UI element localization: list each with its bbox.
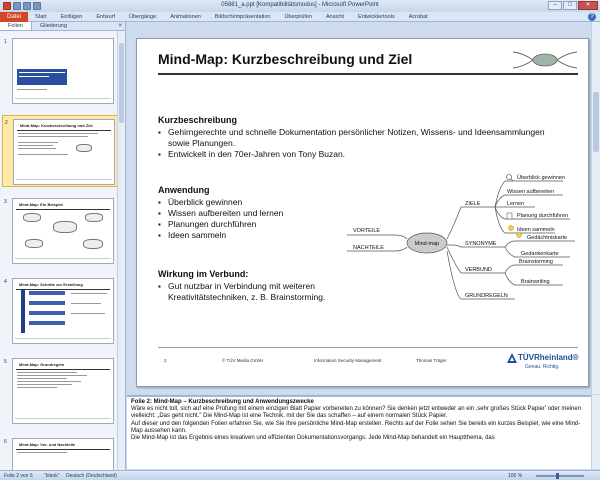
notes-heading: Folie 2: Mind-Map – Kurzbeschreibung und Anwendungszwecke xyxy=(131,399,314,405)
close-button[interactable]: ✕ xyxy=(578,1,598,10)
status-bar xyxy=(0,470,600,480)
mindmap-leaf: Planung durchführen xyxy=(517,213,569,219)
smiley-icon xyxy=(517,233,522,238)
bullet-item: ▪ Wissen aufbereiten und lernen xyxy=(158,208,338,219)
slide-thumbnail-3[interactable] xyxy=(2,195,118,267)
slide-preview-title: Mind-Map: Kurzbeschreibung und Ziel xyxy=(17,121,111,131)
tab-ansicht[interactable]: Ansicht xyxy=(325,13,345,20)
lightbulb-icon xyxy=(509,226,514,231)
tab-acrobat[interactable]: Acrobat xyxy=(408,13,428,20)
tab-einfuegen[interactable]: Einfügen xyxy=(60,13,83,20)
slide-number: 6 xyxy=(4,439,7,445)
help-icon[interactable]: ? xyxy=(588,13,596,21)
title-divider xyxy=(158,73,578,75)
slides-panel xyxy=(0,22,126,470)
bullet-item: ▪ Planungen durchführen xyxy=(158,219,338,230)
footer-author: Thomas Träger xyxy=(416,358,447,363)
slide-preview xyxy=(12,38,114,104)
thumbnails-scrollbar[interactable] xyxy=(117,31,125,470)
slide-number: 2 xyxy=(5,120,8,126)
mindmap-leaf: Gedankenkarte xyxy=(521,251,559,257)
mindmap-leaf: Ideen sammeln xyxy=(517,227,555,233)
tab-folien[interactable]: Folien xyxy=(0,22,32,30)
slide-preview-title: Mind-Map: Ein Beispiel xyxy=(16,200,110,210)
close-pane-icon[interactable]: × xyxy=(118,23,122,29)
notes-scrollbar[interactable] xyxy=(591,395,600,469)
mindmap-vorteile: VORTEILE xyxy=(353,228,381,234)
slide-number: 3 xyxy=(4,199,7,205)
footer-page-number: 2 xyxy=(164,358,167,363)
title-bar xyxy=(0,0,600,12)
mindmap-ziele: ZIELE xyxy=(465,201,481,207)
footer-subject: Information Security Management xyxy=(314,358,382,363)
slide-scrollbar[interactable] xyxy=(591,22,600,394)
zoom-slider[interactable] xyxy=(536,475,584,477)
slide-preview xyxy=(12,438,114,470)
slide-number: 1 xyxy=(4,39,7,45)
mindmap-nachteile: NACHTEILE xyxy=(353,245,384,251)
mindmap-leaf: Lernen xyxy=(507,201,525,207)
slide-thumbnail-5[interactable] xyxy=(2,355,118,427)
tab-gliederung[interactable]: Gliederung xyxy=(39,23,67,29)
footer-copyright: © TÜV Media GmbH xyxy=(222,358,264,363)
tab-file[interactable]: Datei xyxy=(0,12,28,22)
tab-animationen[interactable]: Animationen xyxy=(170,13,201,20)
footer-brand: TÜVRheinland® xyxy=(518,353,579,362)
mindmap-leaf: Überblick gewinnen xyxy=(517,175,565,181)
mindmap-center: Mind-map xyxy=(414,241,440,247)
slide-thumbnail-6[interactable] xyxy=(2,435,118,470)
slide-title[interactable]: Mind-Map: Kurzbeschreibung und Ziel xyxy=(158,51,413,67)
mindmap-leaf: Wissen aufbereiten xyxy=(507,189,555,195)
tab-bildschirmpraesentation[interactable]: Bildschirmpräsentation xyxy=(214,13,271,20)
tab-uebergaenge[interactable]: Übergänge xyxy=(129,13,157,20)
tuv-triangle-icon xyxy=(506,352,518,364)
tab-entwurf[interactable]: Entwurf xyxy=(96,13,116,20)
minimize-button[interactable]: – xyxy=(548,1,562,10)
ribbon-tabs xyxy=(0,12,600,22)
status-language[interactable]: Deutsch (Deutschland) xyxy=(66,473,117,479)
status-zoom[interactable]: 100 % xyxy=(508,473,523,479)
tab-entwicklertools[interactable]: Entwicklertools xyxy=(358,13,395,20)
mindmap-leaf: Brainwriting xyxy=(521,279,550,285)
zoom-slider-handle[interactable] xyxy=(556,473,559,479)
bullet-item: ▪ Gut nutzbar in Verbindung mit weiteren Kreativitätstechniken, z. B. Brainstorming. xyxy=(158,281,388,303)
tab-ueberpruefen[interactable]: Überprüfen xyxy=(284,13,312,20)
bullet-item: ▪ Gehirngerechte und schnelle Dokumentation persönlicher Notizen, Wissens- und Ideensammlungen sowie Planungen. xyxy=(158,127,568,149)
slide-thumbnail-4[interactable] xyxy=(2,275,118,347)
mindmap-grundregeln: GRUNDREGELN xyxy=(465,293,508,299)
bullet-item: ▪ Überblick gewinnen xyxy=(158,197,338,208)
mindmap-verbund: VERBUND xyxy=(465,267,492,273)
notes-pane[interactable] xyxy=(127,395,600,469)
slide-preview-title: Mind-Map: Schritte zur Erstellung xyxy=(16,280,110,290)
window-title: 05881_a.ppt [Kompatibilitätsmodus] - Microsoft PowerPoint xyxy=(221,2,379,8)
slide-preview xyxy=(12,198,114,264)
status-slide-info: Folie 2 von 6 xyxy=(4,473,33,479)
slide-preview-title: Mind-Map: Grundregeln xyxy=(16,360,110,370)
slide-preview xyxy=(12,358,114,424)
section-heading-kurzbeschreibung: Kurzbeschreibung xyxy=(158,115,238,125)
mindmap-leaf: Gedächtniskarte xyxy=(527,235,568,241)
section-heading-anwendung: Anwendung xyxy=(158,185,210,195)
mindmap-synonyme: SYNONYME xyxy=(465,241,497,247)
notes-paragraph: Die Mind-Map ist das Ergebnis eines kreativen und effizienten Dokumentationsvorgangs. Jede Mind-Map behandelt ein Hauptthema, das xyxy=(131,435,495,442)
document-icon xyxy=(507,213,512,219)
slide-thumbnail-1[interactable] xyxy=(2,35,118,107)
tab-start[interactable]: Start xyxy=(35,13,47,20)
current-slide[interactable] xyxy=(136,38,589,387)
slide-footer xyxy=(158,347,578,373)
slide-preview-title: Mind-Map: Vor- und Nachteile xyxy=(16,440,110,450)
slide-edit-area xyxy=(127,22,600,394)
mindmap-logo-icon xyxy=(511,49,579,71)
status-theme: "blank" xyxy=(44,473,60,479)
section-heading-wirkung: Wirkung im Verbund: xyxy=(158,269,249,279)
bullet-item: ▪ Ideen sammeln xyxy=(158,230,338,241)
bullets-kurzbeschreibung xyxy=(158,127,568,160)
mindmap-diagram xyxy=(345,167,585,307)
notes-paragraph: Auf dieser und den folgenden Folien erfahren Sie, wie Sie Ihre persönliche Mind-Map erstellen. Rechts auf der Folie sehen Sie bereits ein kurzes Beispiel, wie eine Mind-Map aussehen kann. xyxy=(131,420,581,434)
magnifier-icon xyxy=(507,175,514,182)
slide-thumbnail-2[interactable] xyxy=(2,115,118,187)
mindmap-leaf: Brainstorming xyxy=(519,259,553,265)
notes-paragraph: Wäre es nicht toll, sich auf eine Prüfung mit einem einzigen Blatt Papier vorbereiten zu können? Sie denken jetzt entweder an ein ‚sehr großes Stück Papier' oder meinen vielleicht: „Das geht nicht." Die Mind-Map ist eine Technik, mit der Sie das schaffen – auf einem normalen Stück Papier. xyxy=(131,406,582,420)
slide-number: 4 xyxy=(4,279,7,285)
maximize-button[interactable]: □ xyxy=(563,1,577,10)
slide-thumbnails xyxy=(0,31,118,470)
bullet-item: ▪ Entwickelt in den 70er-Jahren von Tony Buzan. xyxy=(158,149,568,160)
slide-number: 5 xyxy=(4,359,7,365)
slide-preview xyxy=(13,119,115,185)
footer-slogan: Genau. Richtig. xyxy=(525,364,560,370)
slide-preview xyxy=(12,278,114,344)
bullets-anwendung xyxy=(158,197,338,241)
